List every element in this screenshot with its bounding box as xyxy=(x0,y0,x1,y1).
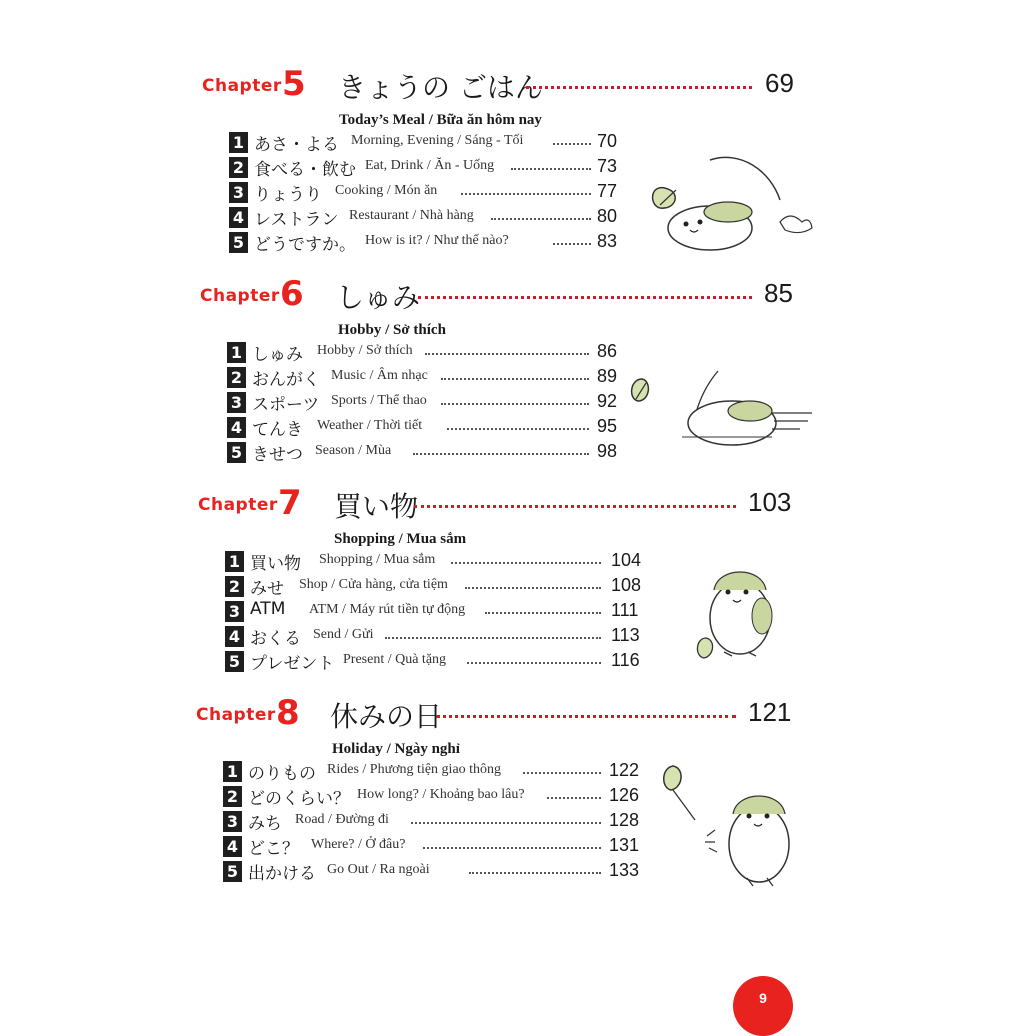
lesson-title-jp: レストラン xyxy=(254,210,339,230)
leader-dots xyxy=(441,378,589,380)
leader-dots xyxy=(413,453,589,455)
leader-dots xyxy=(441,403,589,405)
lesson-number-badge: 2 xyxy=(229,157,248,178)
lesson-number-badge: 5 xyxy=(223,861,242,882)
lesson-title-jp: あさ・よる xyxy=(254,135,339,155)
lesson-number-badge: 5 xyxy=(229,232,248,253)
leader-dots xyxy=(526,86,752,89)
leader-dots xyxy=(447,428,589,430)
lesson-title-jp: てんき xyxy=(252,420,303,440)
chapter-page: 103 xyxy=(748,487,792,517)
leader-dots xyxy=(553,143,591,145)
lesson-number-badge: 3 xyxy=(223,811,242,832)
lesson-row[interactable] xyxy=(227,442,621,466)
lesson-page: 122 xyxy=(609,760,640,780)
chapter-title: しゅみ xyxy=(336,281,421,314)
hamster-standing-illustration xyxy=(688,556,798,666)
lesson-page: 70 xyxy=(597,131,618,151)
leader-dots xyxy=(511,168,591,170)
lesson-title-jp: きせつ xyxy=(252,445,303,465)
chapter-subtitle: Today’s Meal / Bữa ăn hôm nay xyxy=(339,112,542,128)
leader-dots xyxy=(411,822,601,824)
lesson-title-en: Road / Đường đi xyxy=(295,812,389,827)
chapter-number: 5 xyxy=(282,64,306,104)
lesson-title-jp: りょうり xyxy=(254,185,322,205)
lesson-row[interactable] xyxy=(225,576,645,600)
lesson-row[interactable] xyxy=(223,836,645,860)
lesson-page: 92 xyxy=(597,391,618,411)
lesson-row[interactable] xyxy=(227,392,621,416)
lesson-row[interactable] xyxy=(225,551,645,575)
lesson-page: 108 xyxy=(611,575,642,595)
lesson-title-jp: しゅみ xyxy=(252,345,303,365)
leader-dots xyxy=(523,772,601,774)
chapter-page: 85 xyxy=(764,278,793,308)
lesson-row[interactable] xyxy=(225,626,645,650)
lesson-number-badge: 2 xyxy=(223,786,242,807)
lesson-title-en: Sports / Thể thao xyxy=(331,393,427,408)
lesson-page: 89 xyxy=(597,366,618,386)
hamster-sliding-illustration xyxy=(640,150,820,260)
lesson-number-badge: 4 xyxy=(229,207,248,228)
lesson-number-badge: 5 xyxy=(225,651,244,672)
chapter-header[interactable] xyxy=(0,64,820,108)
lesson-title-en: Cooking / Món ăn xyxy=(335,183,438,198)
lesson-title-en: Music / Âm nhạc xyxy=(331,368,428,383)
lesson-number-badge: 2 xyxy=(225,576,244,597)
lesson-title-jp: おくる xyxy=(250,629,301,649)
lesson-row[interactable] xyxy=(227,342,621,366)
lesson-title-en: How is it? / Như thế nào? xyxy=(365,233,509,248)
chapter-header[interactable] xyxy=(0,693,820,737)
lesson-page: 98 xyxy=(597,441,618,461)
lesson-title-jp: 食べる・飲む xyxy=(254,160,356,180)
lesson-page: 116 xyxy=(611,650,640,670)
lesson-row[interactable] xyxy=(227,417,621,441)
lesson-number-badge: 1 xyxy=(229,132,248,153)
leader-dots xyxy=(553,243,591,245)
lesson-title-en: Send / Gửi xyxy=(313,627,374,642)
leader-dots xyxy=(547,797,601,799)
lesson-title-en: Rides / Phương tiện giao thông xyxy=(327,762,502,777)
lesson-row[interactable] xyxy=(223,786,645,810)
lesson-title-en: Restaurant / Nhà hàng xyxy=(349,208,474,223)
chapter-header[interactable] xyxy=(0,274,820,318)
lesson-title-jp: スポーツ xyxy=(252,395,320,415)
lesson-number-badge: 3 xyxy=(225,601,244,622)
lesson-title-jp: みち xyxy=(248,814,282,834)
lesson-number-badge: 4 xyxy=(223,836,242,857)
lesson-page: 126 xyxy=(609,785,640,805)
lesson-row[interactable] xyxy=(223,761,645,785)
chapter-title: きょうの ごはん xyxy=(338,71,543,104)
lesson-number-badge: 4 xyxy=(225,626,244,647)
lesson-title-jp: どのくらい？ xyxy=(248,789,350,809)
lesson-title-en: Eat, Drink / Ăn - Uống xyxy=(365,158,495,173)
lesson-page: 80 xyxy=(597,206,618,226)
lesson-title-en: Season / Mùa xyxy=(315,443,392,458)
leader-dots xyxy=(461,193,591,195)
chapter-title: 休みの日 xyxy=(330,700,443,733)
lesson-page: 111 xyxy=(611,600,639,620)
lesson-row[interactable] xyxy=(223,811,645,835)
lesson-title-en: Weather / Thời tiết xyxy=(317,418,423,433)
lesson-page: 73 xyxy=(597,156,618,176)
chapter-title: 買い物 xyxy=(334,490,419,523)
lesson-row[interactable] xyxy=(229,182,621,206)
lesson-title-jp: どこ？ xyxy=(248,839,299,859)
lesson-row[interactable] xyxy=(229,232,621,256)
lesson-number-badge: 2 xyxy=(227,367,246,388)
leader-dots xyxy=(414,505,736,508)
leader-dots xyxy=(469,872,601,874)
leader-dots xyxy=(465,587,601,589)
lesson-row[interactable] xyxy=(223,861,645,885)
lesson-number-badge: 4 xyxy=(227,417,246,438)
lesson-page: 83 xyxy=(597,231,618,251)
leader-dots xyxy=(467,662,601,664)
leader-dots xyxy=(418,296,752,299)
lesson-number-badge: 5 xyxy=(227,442,246,463)
lesson-number-badge: 3 xyxy=(227,392,246,413)
chapter-subtitle: Hobby / Sở thích xyxy=(338,322,446,338)
lesson-page: 113 xyxy=(611,625,640,645)
lesson-page: 104 xyxy=(611,550,642,570)
lesson-page: 128 xyxy=(609,810,640,830)
lesson-row[interactable] xyxy=(225,651,645,675)
lesson-page: 77 xyxy=(597,181,618,201)
lesson-page: 133 xyxy=(609,860,640,880)
lesson-page: 131 xyxy=(609,835,640,855)
chapter-label: Chapter xyxy=(200,286,280,306)
lesson-row[interactable] xyxy=(229,207,621,231)
chapter-label: Chapter xyxy=(196,705,276,725)
lesson-row[interactable] xyxy=(229,132,621,156)
lesson-title-en: Present / Quà tặng xyxy=(343,652,447,667)
lesson-title-jp: プレゼント xyxy=(250,654,335,674)
lesson-number-badge: 3 xyxy=(229,182,248,203)
lesson-number-badge: 1 xyxy=(223,761,242,782)
lesson-title-en: Go Out / Ra ngoài xyxy=(327,862,430,877)
leader-dots xyxy=(436,715,736,718)
chapter-page: 121 xyxy=(748,697,792,727)
leader-dots xyxy=(451,562,601,564)
chapter-page: 69 xyxy=(765,68,794,98)
page-number-badge: 9 xyxy=(733,976,793,1036)
lesson-row[interactable] xyxy=(227,367,621,391)
chapter-number: 8 xyxy=(276,693,300,733)
chapter-label: Chapter xyxy=(202,76,282,96)
lesson-title-jp: 買い物 xyxy=(250,554,301,574)
lesson-title-en: Where? / Ở đâu? xyxy=(311,837,406,852)
lesson-title-jp: おんがく xyxy=(252,370,320,390)
lesson-number-badge: 1 xyxy=(225,551,244,572)
lesson-title-en: How long? / Khoảng bao lâu? xyxy=(357,787,525,802)
leader-dots xyxy=(485,612,601,614)
lesson-page: 95 xyxy=(597,416,618,436)
chapter-subtitle: Shopping / Mua sắm xyxy=(334,531,467,547)
lesson-title-jp: みせ xyxy=(250,579,284,599)
lesson-row[interactable] xyxy=(225,601,645,625)
lesson-title-en: Morning, Evening / Sáng - Tối xyxy=(351,133,524,148)
leader-dots xyxy=(491,218,591,220)
hamster-tennis-illustration xyxy=(622,365,822,460)
hamster-racket-illustration xyxy=(655,762,805,892)
leader-dots xyxy=(425,353,589,355)
lesson-title-en: ATM / Máy rút tiền tự động xyxy=(309,602,466,617)
lesson-title-jp: どうですか。 xyxy=(254,235,356,255)
leader-dots xyxy=(423,847,601,849)
lesson-page: 86 xyxy=(597,341,618,361)
lesson-title-jp: 出かける xyxy=(248,864,316,884)
lesson-row[interactable] xyxy=(229,157,621,181)
chapter-header[interactable] xyxy=(0,483,820,527)
chapter-subtitle: Holiday / Ngày nghỉ xyxy=(332,741,460,757)
chapter-number: 7 xyxy=(278,483,302,523)
lesson-title-en: Hobby / Sở thích xyxy=(317,343,413,358)
leader-dots xyxy=(385,637,601,639)
lesson-title-en: Shopping / Mua sắm xyxy=(319,552,436,567)
lesson-title-en: Shop / Cửa hàng, cửa tiệm xyxy=(299,577,448,592)
chapter-label: Chapter xyxy=(198,495,278,515)
lesson-title-jp: のりもの xyxy=(248,764,316,784)
lesson-number-badge: 1 xyxy=(227,342,246,363)
lesson-title-jp: ATM xyxy=(250,599,286,619)
chapter-number: 6 xyxy=(280,274,304,314)
